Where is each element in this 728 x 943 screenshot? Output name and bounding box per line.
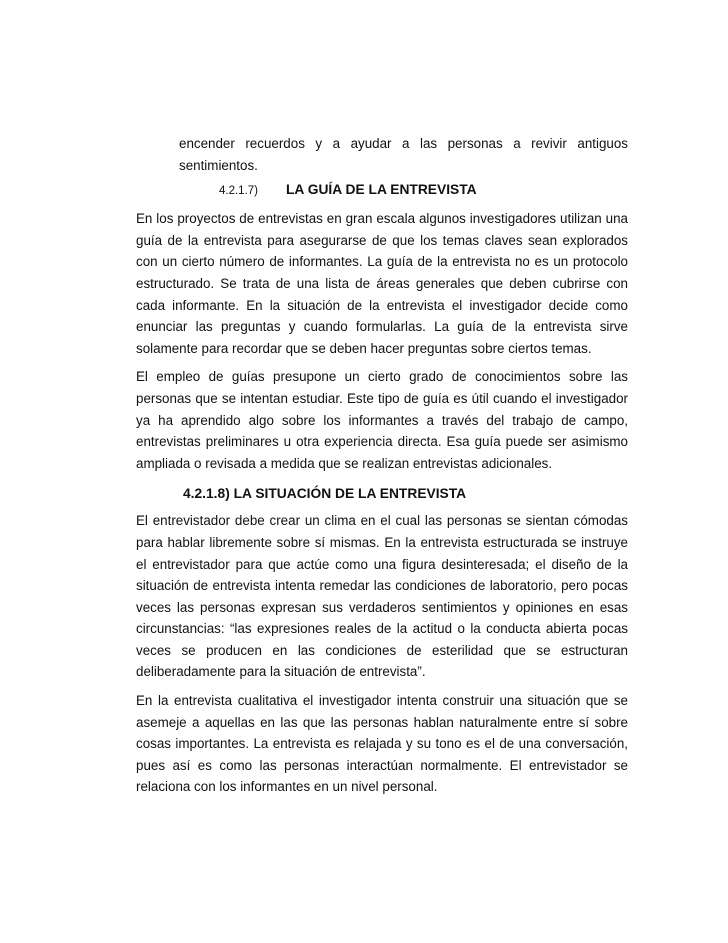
section-heading-4-2-1-8: 4.2.1.8) LA SITUACIÓN DE LA ENTREVISTA [183,486,467,502]
section-number: 4.2.1.7) [219,185,258,198]
body-paragraph: En la entrevista cualitativa el investigador intenta construir una situación que se asemeje a aquellas en las que las personas hablan naturalmente entre sí sobre cosas importantes. La entrevista es relajada y su tono es el de una conversación, pues así es como las personas interactúan normalmente. El entrevistador se relaciona con los informantes en un nivel personal. [136,693,628,795]
body-paragraph: En los proyectos de entrevistas en gran escala algunos investigadores utilizan una guía de la entrevista para asegurarse de que los temas claves sean explorados con un cierto número de informantes. La guía de la entrevista no es un protocolo estructurado. Se trata de una lista de áreas generales que deben cubrirse con cada informante. En la situación de la entrevista el investigador decide como enunciar las preguntas y cuando formularlas. La guía de la entrevista sirve solamente para recordar que se deben hacer preguntas sobre ciertos temas. [136,211,628,356]
document-page [136,133,628,798]
body-paragraph: El empleo de guías presupone un cierto grado de conocimientos sobre las personas que se intentan estudiar. Este tipo de guía es útil cuando el investigador ya ha aprendido algo sobre los informantes a través del trabajo de campo, entrevistas preliminares u otra experiencia directa. Esa guía puede ser asimismo ampliada o revisada a medida que se realizan entrevistas adicionales. [136,369,628,471]
section-heading-4-2-1-7 [136,180,628,201]
section-title: LA GUÍA DE LA ENTREVISTA [286,182,477,198]
body-paragraph: El entrevistador debe crear un clima en el cual las personas se sientan cómodas para hablar libremente sobre sí mismas. En la entrevista estructurada se instruye el entrevistador para que actúe como una figura desinteresada; el diseño de la situación de entrevista intenta remedar las condiciones de laboratorio, pero pocas veces las personas expresan sus verdaderos sentimientos y opiniones en esas circunstancias: “las expresiones reales de la actitud o la conducta abierta pocas veces se producen en las condiciones de esterilidad que se estructuran deliberadamente para la situación de entrevista”. [136,513,628,680]
intro-paragraph: encender recuerdos y a ayudar a las personas a revivir antiguos sentimientos. [179,136,628,173]
